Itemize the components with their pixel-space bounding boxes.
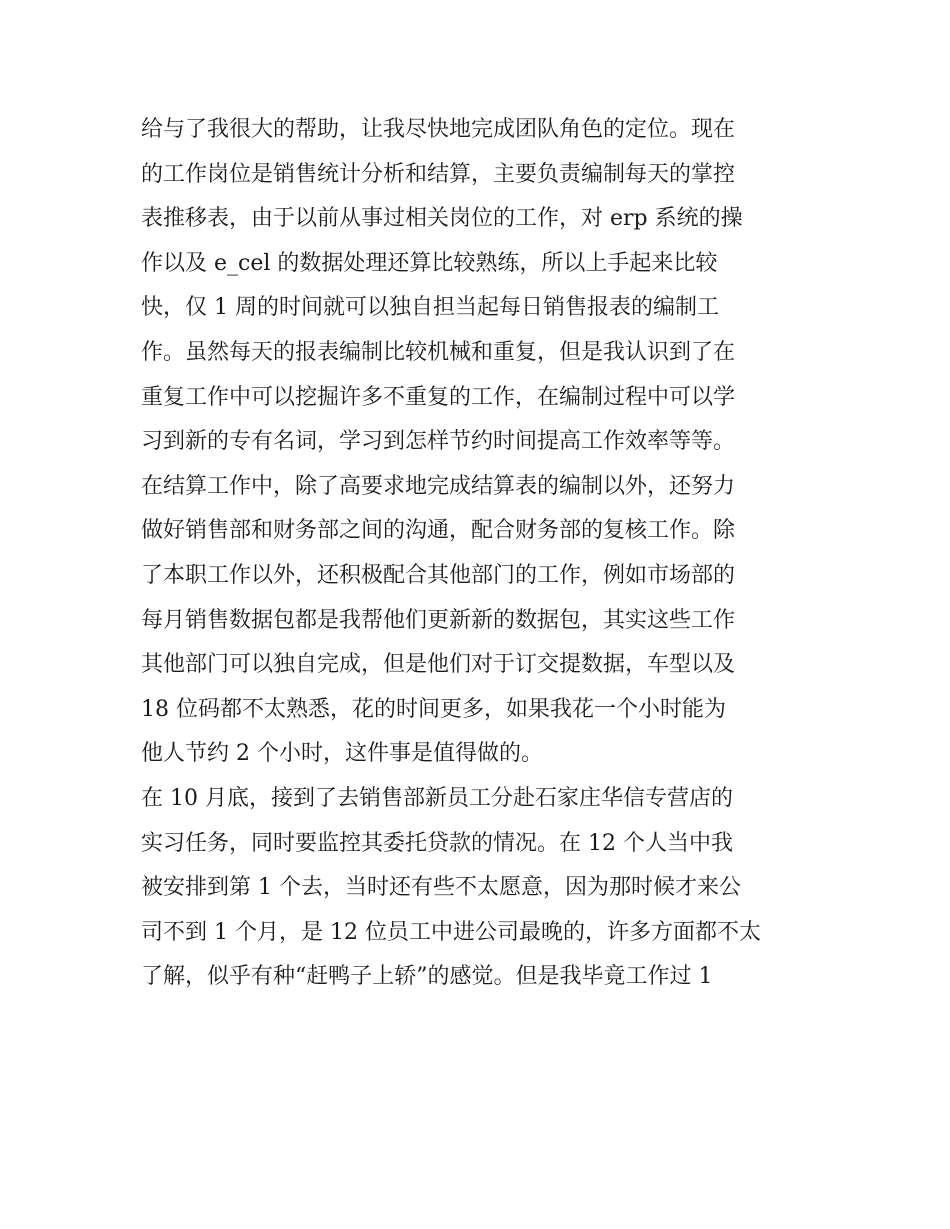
text-line: 在 10 月底，接到了去销售部新员工分赴石家庄华信专营店的 [141,785,733,811]
text-line: 作。虽然每天的报表编制比较机械和重复，但是我认识到了在 [141,339,736,365]
text-line: 习到新的专有名词，学习到怎样节约时间提高工作效率等等。 [141,429,736,455]
text-line: 被安排到第 1 个去，当时还有些不太愿意，因为那时候才来公 [141,875,741,901]
text-line: 了解，似乎有种“赶鸭子上轿”的感觉。但是我毕竟工作过 1 [141,964,713,990]
text-line: 表推移表，由于以前从事过相关岗位的工作，对 erp 系统的操 [141,206,743,232]
text-line: 每月销售数据包都是我帮他们更新新的数据包，其实这些工作 [141,607,736,633]
text-line: 了本职工作以外，还积极配合其他部门的工作，例如市场部的 [141,562,736,588]
text-line: 的工作岗位是销售统计分析和结算，主要负责编制每天的掌控 [141,161,736,187]
text-line: 实习任务，同时要监控其委托贷款的情况。在 12 个人当中我 [141,830,733,856]
text-line: 给与了我很大的帮助，让我尽快地完成团队角色的定位。现在 [141,117,736,142]
text-line: 作以及 e_cel 的数据处理还算比较熟练，所以上手起来比较 [141,250,718,276]
body-text [141,108,821,1000]
text-line: 司不到 1 个月，是 12 位员工中进公司最晚的，许多方面都不太 [141,919,761,945]
text-line: 重复工作中可以挖掘许多不重复的工作，在编制过程中可以学 [141,384,736,410]
text-line: 做好销售部和财务部之间的沟通，配合财务部的复核工作。除 [141,518,736,544]
text-line: 在结算工作中，除了高要求地完成结算表的编制以外，还努力 [141,473,736,499]
text-line: 他人节约 2 个小时，这件事是值得做的。 [141,741,543,767]
text-line: 快，仅 1 周的时间就可以独自担当起每日销售报表的编制工 [141,295,719,321]
text-line: 其他部门可以独自完成，但是他们对于订交提数据，车型以及 [141,652,736,678]
text-line: 18 位码都不太熟悉，花的时间更多，如果我花一个小时能为 [141,696,726,722]
